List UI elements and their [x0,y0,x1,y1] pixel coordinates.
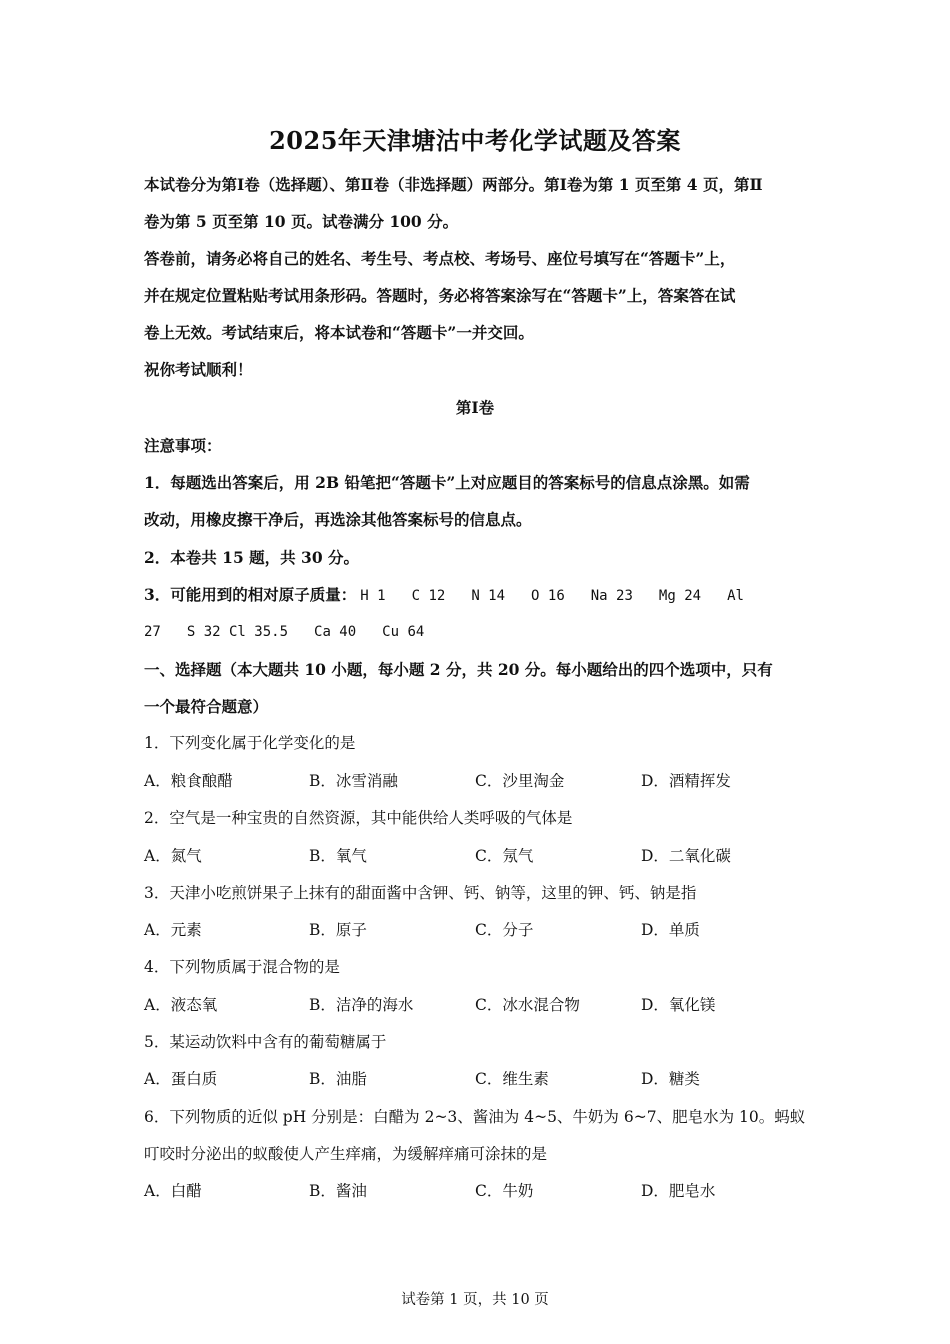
exam-title: 2025年天津塘沽中考化学试题及答案 [269,126,681,155]
intro-line-5: 卷上无效。考试结束后，将本试卷和“答题卡”一并交回。 [144,323,534,342]
question-3-options [144,912,844,949]
option-c: C．牛奶 [475,1182,534,1200]
option-c: C．氖气 [475,847,534,865]
option-d: D．肥皂水 [641,1182,716,1200]
note-2: 2．本卷共 15 题，共 30 分。 [144,548,360,567]
mass-al: Al [727,588,744,604]
question-2-options [144,838,844,875]
mass-h: H 1 [360,588,386,604]
option-c: C．维生素 [475,1070,549,1088]
intro-line-1: 本试卷分为第Ⅰ卷（选择题）、第Ⅱ卷（非选择题）两部分。第Ⅰ卷为第 1 页至第 4 页，第Ⅱ [144,175,763,194]
intro-line-4: 并在规定位置粘贴考试用条形码。答题时，务必将答案涂写在“答题卡”上，答案答在试 [144,286,736,305]
option-a: A．元素 [144,921,202,939]
option-d: D．酒精挥发 [641,772,731,790]
section-heading: 第Ⅰ卷 [455,398,495,417]
note-1a: 1．每题选出答案后，用 2B 铅笔把“答题卡”上对应题目的答案标号的信息点涂黑。如需 [144,473,750,492]
question-5-options [144,1061,844,1098]
intro-line-2: 卷为第 5 页至第 10 页。试卷满分 100 分。 [144,212,459,231]
question-6-stem-cont: 叮咬时分泌出的蚁酸使人产生痒痛，为缓解痒痛可涂抹的是 [144,1145,548,1163]
atomic-mass-row-1 [144,576,770,613]
mass-s-cl: S 32 Cl 35.5 [186,624,289,640]
option-a: A．液态氧 [144,996,218,1014]
option-a: A．粮食酿醋 [144,772,233,790]
mass-mg: Mg 24 [658,588,702,604]
part1-heading-b: 一个最符合题意） [144,697,269,716]
option-d: D．二氧化碳 [641,847,731,865]
option-d: D．单质 [641,921,700,939]
intro-line-3: 答卷前，请务必将自己的姓名、考生号、考点校、考场号、座位号填写在“答题卡”上， [144,249,736,268]
option-a: A．氮气 [144,847,202,865]
question-6-options [144,1173,844,1210]
atomic-mass-label: 3．可能用到的相对原子质量： [144,585,357,604]
option-a: A．蛋白质 [144,1070,218,1088]
mass-na: Na 23 [590,588,633,604]
question-4-stem: 4．下列物质属于混合物的是 [144,958,340,976]
question-4-options [144,987,844,1024]
option-b: B．洁净的海水 [309,996,414,1014]
mass-cu: Cu 64 [382,624,425,640]
option-c: C．分子 [475,921,534,939]
option-c: C．沙里淘金 [475,772,565,790]
option-d: D．糖类 [641,1070,700,1088]
mass-al-value: 27 [144,624,161,640]
option-d: D．氧化镁 [641,996,716,1014]
option-b: B．原子 [309,921,367,939]
intro-line-6: 祝你考试顺利！ [144,360,253,379]
mass-n: N 14 [471,588,506,604]
option-a: A．白醋 [144,1182,202,1200]
question-3-stem: 3．天津小吃煎饼果子上抹有的甜面酱中含钾、钙、钠等，这里的钾、钙、钠是指 [144,884,697,902]
atomic-mass-row-2 [144,613,450,650]
question-6-stem: 6．下列物质的近似 pH 分别是：白醋为 2~3、酱油为 4~5、牛奶为 6~7、肥皂水为 10。蚂蚁 [144,1108,806,1126]
mass-o: O 16 [531,588,565,604]
question-1-options [144,763,844,800]
part1-heading-a: 一、选择题（本大题共 10 小题，每小题 2 分，共 20 分。每小题给出的四个选项中，只有 [144,660,773,679]
note-1b: 改动，用橡皮擦干净后，再选涂其他答案标号的信息点。 [144,510,532,529]
option-b: B．冰雪消融 [309,772,398,790]
mass-ca: Ca 40 [314,624,357,640]
option-c: C．冰水混合物 [475,996,580,1014]
question-5-stem: 5．某运动饮料中含有的葡萄糖属于 [144,1033,387,1051]
question-1-stem: 1．下列变化属于化学变化的是 [144,734,356,752]
notes-heading: 注意事项： [144,436,222,455]
option-b: B．酱油 [309,1182,367,1200]
question-2-stem: 2．空气是一种宝贵的自然资源，其中能供给人类呼吸的气体是 [144,809,573,827]
page-footer: 试卷第 1 页，共 10 页 [401,1292,549,1308]
mass-c: C 12 [411,588,446,604]
option-b: B．氧气 [309,847,367,865]
option-b: B．油脂 [309,1070,367,1088]
